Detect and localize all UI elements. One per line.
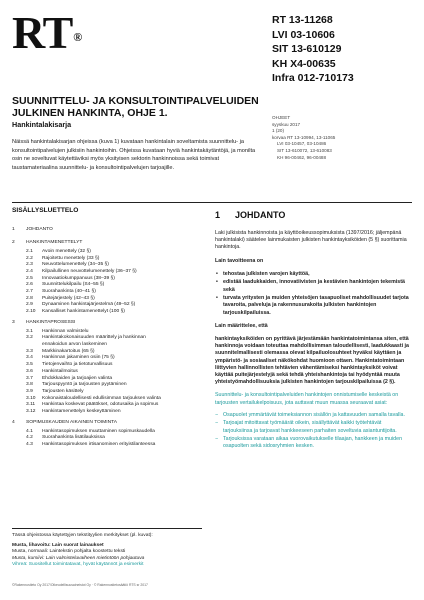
toc-subsection-title: Markkinakartoitus (65 §) — [42, 348, 95, 354]
toc-subsection-number: 3.12 — [26, 408, 36, 414]
toc-subsection-number: 3.8 — [26, 382, 33, 388]
toc-subsection-title: Suorahankinta (40–41 §) — [42, 288, 96, 294]
toc-subsection-title: Tarjousten käsittely — [42, 388, 84, 394]
johdanto-goal-item: • turvata yritysten ja muiden yhteisöjen tasapuoliset mahdollisuudet tarjota tavaroita, palveluja ja rakennusurakoita julkisten hankintojen tarjouskilpailuissa. — [215, 295, 411, 317]
johdanto-heading — [215, 210, 285, 220]
table-of-contents — [12, 222, 212, 448]
toc-subsection — [12, 275, 212, 282]
toc-subsection-number: 2.2 — [26, 255, 33, 261]
toc-subsection-title: Dynaaminen hankintajärjestelmä (49–52 §) — [42, 302, 136, 308]
toc-subsection-number: 3.4 — [26, 355, 33, 361]
code-infra: Infra 012-710173 — [272, 72, 354, 84]
toc-subsection-title: Hankintakokonaisuuden määrittely ja hankinnan — [42, 335, 146, 341]
toc-subsection — [12, 302, 212, 309]
meta-replaced-3: KH 96-00462, 96-00488 — [277, 154, 327, 160]
toc-subsection-number: 2.8 — [26, 295, 33, 301]
johdanto-body — [215, 230, 411, 452]
toc-section-title: HANKINTAPROSESSI — [26, 319, 76, 325]
toc-subsection — [12, 441, 212, 448]
toc-section-number: 2 — [12, 240, 15, 245]
toc-subsection-title: ennakoidun arvon laskeminen — [42, 342, 107, 348]
toc-subsection-title: Suunnittelukilpailu (S4–55 §) — [42, 282, 105, 288]
toc-subsection-title: Kokonaistaloudellisesti edullisimman tarjouksen valinta — [42, 395, 161, 401]
toc-section-title: SOPIMUSKAUDEN AIKAINEN TOIMINTA — [26, 419, 118, 425]
toc-subsection-title: Hankinnan valmistelu — [42, 328, 89, 334]
toc-subsection — [12, 361, 212, 368]
toc-subsection-number: 3.1 — [26, 328, 33, 334]
johdanto-recommendation-item: − Tarjoajat mitoittavat työmäärät oikein, sisällyttävät kaikki työtehtävät tarjouksiinsa ja tarjoavat hankkeeseen parhaiten soveltuvia asiantuntijoita. — [215, 420, 411, 434]
toc-subsection-title: Tietojenvaihto ja tietoturvallisuus — [42, 362, 113, 368]
toc-subsection — [12, 335, 212, 342]
toc-subsection-number: 2.6 — [26, 282, 33, 288]
toc-subsection-number: 2.3 — [26, 262, 33, 268]
toc-subsection-number: 3.9 — [26, 388, 33, 394]
toc-subsection-title: Hankintasopimuksen muuttaminen sopimuskaudella — [42, 428, 155, 434]
section-divider — [12, 202, 412, 203]
toc-subsection — [12, 388, 212, 395]
toc-section — [12, 317, 212, 328]
toc-subsection — [12, 435, 212, 442]
toc-section-number: 1 — [12, 227, 15, 232]
legend-item-italic: Musta, kursiivi: Lain valmisteluvaiheen mietintöön pohjautuva — [12, 555, 145, 561]
toc-section — [12, 224, 212, 235]
toc-subsection-number: 2.5 — [26, 275, 33, 281]
toc-subsection — [12, 288, 212, 295]
toc-subsection-number: 3.3 — [26, 348, 33, 354]
johdanto-paragraph-4: hankintayksiköiden on pyrittävä järjestämään hankintatoimintansa siten, että hankinnoja voidaan toteuttaa mahdollisimman taloudellisesti, laadukkaasti ja suunnitelmallisesti olemassa olevat kilpailuolosuhteet hyväksi käyttäen ja ympäristö- ja sosiaaliset näkökohdat huomioon ottaen. Hankintatoimintaan liittyvien hallinnollisten tehtävien vähentämiseksi hankintayksiköt voivat käyttää puitejärjestelyjä sekä tehdä yhteishankintoja tai hyödyntää muuta yhteistyömahdollisuuksia julkisten hankintojen tarjouskilpailuissa (2 §). — [215, 336, 409, 386]
toc-subsection — [12, 261, 212, 268]
toc-subsection-number: 2.9 — [26, 302, 33, 308]
toc-subsection — [12, 255, 212, 262]
toc-subsection-number: 3.10 — [26, 395, 36, 401]
toc-subsection-title: Hankintamenettelyn keskeyttäminen — [42, 408, 121, 414]
toc-subsection — [12, 281, 212, 288]
toc-subsection-title: Kilpailullinen neuvottelumenettely (36–37 §) — [42, 268, 137, 274]
toc-subsection — [12, 341, 212, 348]
toc-subsection — [12, 308, 212, 315]
document-meta — [272, 115, 335, 161]
meta-pages: 1 (20) — [272, 128, 285, 134]
toc-subsection — [12, 295, 212, 302]
johdanto-definition-heading: Lain määritteleе, että — [215, 322, 268, 329]
toc-subsection — [12, 268, 212, 275]
johdanto-recommendation-item: − Osapuolet ymmärtävät toimeksiannon sisällön ja kattavuuden samalla tavalla. — [215, 412, 411, 419]
johdanto-number: 1 — [215, 210, 221, 220]
johdanto-recommendations-list — [215, 412, 411, 451]
toc-subsection-title: Hankintaa koskevat päätökset, odotusaika ja sopimus — [42, 402, 159, 408]
johdanto-goal-item: • tehostaa julkisten varojen käyttöä, — [215, 271, 411, 278]
johdanto-paragraph-5: Suunnittelu- ja konsultointipalveluiden hankintojen onnistumiselle keskeistä on tarjousten vertailukelpoisuus, jota auttavat muun muassa seuraavat asiat: — [215, 392, 399, 406]
toc-subsection-title: Innovaatiokumppanuus (38–39 §) — [42, 275, 115, 281]
toc-subsection-number: 3.11 — [26, 402, 36, 408]
toc-subsection-number: 4.2 — [26, 435, 33, 441]
toc-subsection-title: Hankintailmoitus — [42, 368, 78, 374]
johdanto-recommendation-item: − Tarjouksissa varataan aikaa vuorovaikutukselle tilaajan, hankkeen ja muiden osapuolten sekä sidosryhmien kesken. — [215, 436, 411, 450]
legend-divider — [12, 528, 202, 529]
toc-subsection-title: Avoin menettely (32 §) — [42, 248, 91, 254]
toc-subsection-title: Rajoitettu menettely (33 §) — [42, 255, 100, 261]
document-title: SUUNNITTELU- JA KONSULTOINTIPALVELUIDEN JULKINEN HANKINTA, OHJE 1. — [12, 95, 259, 119]
document-subtitle: Hankintalakisarja — [12, 120, 72, 129]
johdanto-goals-list — [215, 271, 411, 317]
toc-subsection — [12, 248, 212, 255]
code-sit: SIT 13-610129 — [272, 43, 342, 55]
classification-codes — [272, 13, 354, 86]
meta-replaces: korvaa RT 13-10994, 13-11065 — [272, 134, 336, 140]
toc-subsection — [12, 375, 212, 382]
code-kh: KH X4-00635 — [272, 57, 336, 70]
legend-lead: Tässä ohjeistossa käytettyjen tekstityylien merkitykset (pl. kuvat): — [12, 533, 153, 538]
text-style-legend — [12, 533, 234, 569]
toc-subsection-title: Hankintasopimuksen irtisanominen erityistilanteessa — [42, 442, 156, 448]
toc-section — [12, 237, 212, 248]
toc-subsection-number: 3.6 — [26, 368, 33, 374]
toc-subsection-number: 3.7 — [26, 375, 33, 381]
meta-date: syyskuu 2017 — [272, 121, 301, 127]
toc-subsection — [12, 428, 212, 435]
toc-subsection — [12, 381, 212, 388]
legend-item-bold: Musta, lihavoitu: Lain suorat lainaukset — [12, 542, 104, 548]
toc-section-number: 3 — [12, 319, 15, 325]
rt-logo: RT® — [12, 7, 82, 58]
toc-subsection-number: 2.7 — [26, 288, 33, 294]
toc-subsection — [12, 368, 212, 375]
toc-subsection — [12, 401, 212, 408]
code-rt: RT 13-11268 — [272, 14, 333, 26]
toc-subsection-title: Suorahankinta lisätilauksissa — [42, 435, 105, 441]
toc-subsection — [12, 408, 212, 415]
toc-subsection — [12, 328, 212, 335]
meta-replaced-1: LVI 03-10457, 03-10486 — [277, 141, 327, 147]
toc-subsection-number: 2.4 — [26, 268, 33, 274]
toc-subsection-number: 3.2 — [26, 335, 33, 341]
toc-section-title: JOHDANTO — [26, 227, 53, 232]
intro-paragraph: Näissä hankintalakisarjan ohjeissa (kuva 1) kuvataan hankintalain soveltamista suunnittelu- ja konsultointipalvelujen julkisiin hankintoihin. Ohjeissa kuvataan hyviä hankintakäytäntöjä, ja monilta osin ne soveltuvat käytettäviksi myös yksityisen sektorin hankinnoissa sekä toimivat taustamateriaalina suunnittelu- ja konsultointipalvelujen tarjoajille. — [12, 139, 256, 171]
toc-subsection — [12, 355, 212, 362]
toc-heading: SISÄLLYSLUETTELO — [12, 207, 79, 214]
toc-subsection-title: Tarjouspyyntö ja tarjousten pyytäminen — [42, 382, 127, 388]
toc-subsection-title: Hankinnan jakaminen osiin (75 §) — [42, 355, 115, 361]
toc-subsection-number: 2.1 — [26, 248, 33, 254]
footer-copyright: ©Rakennustieto Oy 2017/Oikeudellisuusaineistot Oy · © Rakennustietosäätiö RTS sr 2017 — [12, 583, 148, 587]
toc-subsection-number: 4.3 — [26, 442, 33, 448]
toc-subsection-number: 4.1 — [26, 428, 33, 434]
johdanto-goal-item: • edistää laadukkaiden, innovatiivisten ja kestävien hankintojen tekemistä sekä — [215, 279, 411, 293]
johdanto-goals-heading: Lain tavoitteena on — [215, 257, 264, 264]
legend-item-teal: Vihreä: Suositellut toimintatavat, hyvät käytännöt ja esimerkit — [12, 562, 144, 567]
toc-subsection — [12, 395, 212, 402]
toc-subsection-number: 3.5 — [26, 362, 33, 368]
toc-section-title: HANKINTAMENETTELYT — [26, 240, 83, 245]
meta-replaced-2: SIT 13-610072, 13-610083 — [277, 147, 332, 153]
toc-subsection — [12, 348, 212, 355]
johdanto-paragraph-1: Laki julkisista hankinnoista ja käyttöoikeussopimuksista (1397/2016; jäljempänä hankintalaki) säätelee lainmukaisten julkisten hankintayksiköiden (5 §) suorittamia hankintoja. — [215, 230, 407, 251]
toc-subsection-number: 2.10 — [26, 309, 36, 315]
toc-subsection-title: Puitejärjestely (42–43 §) — [42, 295, 95, 301]
toc-section-number: 4 — [12, 419, 15, 425]
meta-type: OHJEET — [272, 115, 291, 120]
johdanto-title: JOHDANTO — [235, 210, 286, 220]
toc-section — [12, 417, 212, 428]
legend-item-normal: Musta, normaali: Laintekstin pohjalta koostettu teksti — [12, 549, 126, 554]
toc-subsection-title: Neuvottelumenettely (34–35 §) — [42, 262, 109, 268]
toc-subsection-title: Ehdokkaiden ja tarjoajien valinta — [42, 375, 113, 381]
toc-subsection-title: Kansalliset hankintamenettelyt (100 §) — [42, 309, 125, 315]
code-lvi: LVI 03-10606 — [272, 28, 335, 41]
